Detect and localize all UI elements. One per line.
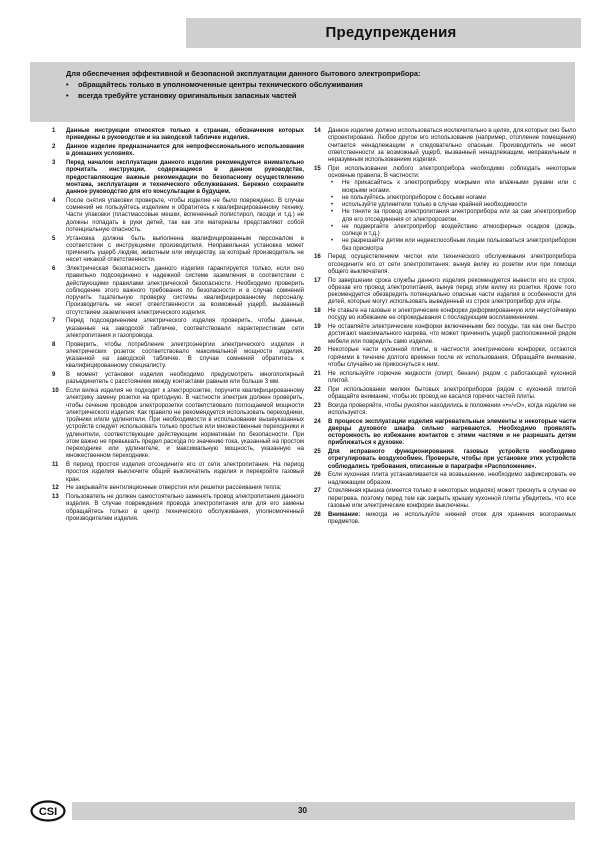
item-text: Не используйте горючие жидкости (спирт, бензин) рядом с работающей кухонной плитой.	[328, 370, 576, 384]
item-text-block	[66, 494, 304, 523]
warning-item	[314, 254, 576, 276]
item-text: Проверить, чтобы потребление электроэнергии электрического изделия и электрических розеток соответствовало максимальной мощности изделия, указанной на заводской табличке. В случае сомнений обратитесь к квалифицированному специалисту.	[66, 341, 304, 370]
item-text: Данное изделие должно использоваться исключительно в целях, для которых оно было спроектировано. Любое другое его использование (например, отопление помещения) считается ненадлежащим и следовательно опасным. Производитель не несет ответственности за возможный ущерб, вызванный ненадлежащим, неправильным и неразумным использованием изделия.	[328, 128, 576, 163]
item-text: Перед началом эксплуатации данного изделия рекомендуется внимательно прочитать инструкции, содержащиеся в данном руководстве, предоставляющие важные рекомендации по безопасному осуществлению монтажа, эксплуатации и технического обслуживания. Бережно сохраните данное руководство для его консультации в будущем.	[66, 160, 304, 195]
item-number: 24	[314, 418, 321, 425]
item-text-block	[66, 342, 304, 371]
item-text: Стеклянная крышка (имеется только в некоторых моделях) может треснуть в случае ее перегрева, поэтому перед тем как закрыть крышку кухонной плиты убедитесь, что все газовые или электрические конфорки выключены.	[328, 488, 576, 509]
intro-lead: Для обеспечения эффективной и безопасной эксплуатации данного бытового электроприбора:	[66, 69, 421, 78]
warning-item	[52, 388, 304, 461]
intro-box	[30, 62, 575, 122]
warning-item	[52, 236, 304, 265]
warning-item	[52, 160, 304, 196]
item-number: 1	[52, 128, 56, 134]
sub-list	[328, 180, 576, 253]
sub-list-item: • Не тяните за провод электропитания электроприбора или за сам электроприбор для его отсоединения от электророзетки.	[328, 209, 576, 224]
warning-item	[52, 198, 304, 234]
item-number: 14	[314, 128, 321, 134]
item-text-block	[66, 266, 304, 317]
item-text: Некоторые части кухонной плиты, в частности электрические конфорки, остаются горячими в течение долгого времени после их использования. Обращайте внимание, чтобы случайно не прикоснуться к ним.	[328, 347, 576, 368]
item-number: 23	[314, 402, 321, 409]
item-number: 25	[314, 449, 321, 455]
item-text: При использовании любого электроприбора необходимо соблюдать некоторые основные правила. В частности:	[328, 165, 576, 179]
item-number: 7	[52, 318, 56, 325]
item-lead: Внимание:	[328, 511, 361, 518]
bullet-icon: •	[66, 80, 69, 89]
item-text-block	[66, 318, 304, 340]
item-text-block	[328, 419, 576, 448]
item-text-block	[66, 462, 304, 484]
item-number: 15	[314, 165, 321, 172]
item-number: 22	[314, 386, 321, 393]
item-text: Всегда проверяйте, чтобы рукоятки находились в положении «•»/«O», когда изделие не используется.	[328, 402, 576, 416]
warning-item	[314, 512, 576, 527]
item-text: Данные инструкции относятся только к странам, обозначения которых приведены в руководстве и на заводской табличке изделия.	[66, 128, 304, 142]
svg-text:CSI: CSI	[38, 806, 58, 818]
item-text-block	[328, 403, 576, 418]
item-number: 27	[314, 488, 321, 495]
item-number: 11	[52, 462, 59, 468]
item-text: Не закрывайте вентиляционные отверстия или решетки рассеивания тепла;	[66, 485, 282, 492]
left-column	[52, 128, 304, 525]
page-number: 30	[298, 806, 307, 815]
csi-logo	[30, 800, 66, 822]
sub-list-item: • Не прикасайтесь к электроприбору мокрыми или влажными руками или с мокрыми ногами.	[328, 180, 576, 195]
warning-item	[52, 144, 304, 159]
item-text: В период простоя изделия отсоедините его от сети электропитания. На период простоя изделия выключите общий выключатель изделия и перекройте газовый кран.	[66, 462, 304, 483]
item-text: Пользователь не должен самостоятельно заменять провод электропитания данного изделия. В случае повреждения провода электропитания или для его замены обращайтесь только в центр технического обслуживания, уполномоченный производителем изделия.	[66, 494, 304, 522]
sub-list-item: • используйте удлинители только в случае крайней необходимости	[328, 202, 576, 209]
page-title: Предупреждения	[325, 24, 457, 41]
item-number: 18	[314, 308, 321, 314]
item-number: 12	[52, 485, 59, 492]
warning-item	[52, 372, 304, 387]
warning-item	[52, 485, 304, 492]
warning-item	[314, 472, 576, 487]
item-text-block	[328, 347, 576, 369]
warning-item	[314, 449, 576, 471]
item-text-block	[66, 388, 304, 461]
item-text: Электрическая безопасность данного изделия гарантируется только, если оно правильно подсоединено к надежной системе заземления в соответствии с действующими правилами электрической безопасности. Необходимо проверить соблюдение этого важного требования по безопасности и в случае сомнений поручить тщательную проверку системы квалифицированному персоналу. Производитель не несет ответственности за возможный ущерб, вызванный отсутствием заземления электрического изделия.	[66, 266, 304, 316]
footer-bar	[72, 802, 575, 820]
item-text: Данное изделие предназначается для непрофессионального использования в домашних условиях.	[66, 144, 304, 158]
warning-item	[314, 347, 576, 369]
item-text-block	[328, 488, 576, 510]
warning-item	[314, 278, 576, 307]
item-number: 2	[52, 144, 56, 150]
warning-item	[52, 318, 304, 340]
item-text-block	[328, 166, 576, 181]
item-number: 17	[314, 277, 321, 284]
item-text-block	[328, 512, 576, 527]
item-number: 19	[314, 324, 321, 330]
item-number: 21	[314, 370, 321, 377]
item-text: В момент установки изделия необходимо предусмотреть многополярный разъединитель с расстоянием между контактами равным или больше 3 мм.	[66, 372, 304, 386]
item-text: Если вилка изделия не подходит к электророзетке, поручите квалифицированному электрику замену розетки на пригодную. В частности электрик должен проверить, чтобы сечение проводов электророзетки соответствовало поглощаемой мощности электрического изделия. Как правило не рекомендуется использовать переходники, тройники и/или удлинители. При необходимости в использовании вышеуказанных устройств следует использовать только простые или множественные переходники и удлинители, соответствующие действующим нормативам по безопасности. При этом важно не превышать предел расхода по значению тока, указанный на простом переходнике или удлинителе, и максимальную мощность, указанную на множественном переходнике.	[66, 388, 304, 460]
warning-item	[314, 128, 576, 164]
warning-item	[314, 166, 576, 253]
title-bar	[186, 18, 581, 48]
item-text-block	[66, 128, 304, 143]
item-number: 4	[52, 197, 56, 204]
item-text: Перед подсоединением электрического изделия проверить, чтобы данные, указанные на заводской табличке, соответствовали характеристикам сети электропитания и газопровода.	[66, 318, 304, 339]
sub-list-item: • не подвергайте электроприбор воздействию атмосферных осадков (дождь, солнце и т.д.)	[328, 224, 576, 239]
item-number: 8	[52, 341, 56, 348]
item-text: Не ставьте на газовые и электрические конфорки деформированную или неустойчивую посуду во избежание ее опрокидывания с последующим воспламенением.	[328, 308, 576, 322]
bullet-icon: •	[66, 91, 69, 100]
sub-list-item: • не разрешайте детям или недееспособным лицам пользоваться электроприбором без присмотра	[328, 238, 576, 253]
warning-item	[314, 488, 576, 510]
item-text: По завершении срока службы данного изделия рекомендуется вывести его из строя, обрезав его провод электропитания, вынув перед этим вилку из розетки. Кроме того рекомендуется обезвредить потенциально опасные части изделия в особенности для детей, которые могут использовать выведенный из строя электроприбор для игры.	[328, 277, 576, 306]
item-text-block	[66, 160, 304, 196]
item-text-block	[66, 198, 304, 234]
item-number: 28	[314, 511, 321, 518]
item-text: Если кухонная плита устанавливается на возвышение, необходимо зафиксировать ее надлежащим образом.	[328, 472, 576, 486]
item-number: 26	[314, 472, 321, 479]
item-number: 6	[52, 266, 56, 272]
item-text: Не оставляйте электрические конфорки включенными без посуды, так как они быстро достигают максимального нагрева, что может причинить ущерб расположенной рядом мебели или повредить само изделие.	[328, 324, 576, 345]
item-number: 20	[314, 347, 321, 354]
intro-bullet: • всегда требуйте установку оригинальных запасных частей	[66, 91, 297, 100]
item-text-block	[328, 387, 576, 402]
item-text: Установка должна быть выполнена квалифицированным персоналом в соответствии с инструкциями производителя. Неправильная установка может причинить ущерб людям, животным или имуществу, за который производитель не несет никакой ответственности.	[66, 235, 304, 264]
item-text-block	[328, 254, 576, 276]
item-text-block	[328, 278, 576, 307]
item-text-block	[328, 128, 576, 164]
item-number: 13	[52, 494, 59, 500]
warning-item	[52, 128, 304, 143]
item-text: При использовании мелких бытовых электроприборов рядом с кухонной плитой обращайте внимание, чтобы их провод не касался горячих частей плиты.	[328, 386, 576, 400]
item-text: После снятия упаковки проверьте, чтобы изделие не было повреждено. В случае сомнений не пользуйтесь изделием и обратитесь к квалифицированному технику. Части упаковки (пластмассовые мешки, вспененный полистирол, гвозди и т.д.) не должны попадать в руки детей, так как эти материалы представляют собой потенциальную опасность.	[66, 197, 304, 233]
right-column	[314, 128, 576, 528]
item-text-block	[328, 371, 576, 386]
item-number: 5	[52, 235, 56, 242]
item-text: В процессе эксплуатации изделия нагревательные элементы и некоторые части дверцы духового шкафа сильно нагреваются. Необходимо проявлять осторожность во избежание контактов с этими частями и не разрешать детям приближаться к духовке.	[328, 418, 576, 447]
item-text-block	[66, 236, 304, 265]
warning-item	[52, 494, 304, 523]
item-number: 9	[52, 372, 56, 378]
warning-item	[314, 387, 576, 402]
item-number: 3	[52, 160, 56, 166]
intro-bullet: • обращайтесь только в уполномоченные центры технического обслуживания	[66, 80, 363, 89]
item-text: Для исправного функционирования газовых устройств необходимо отрегулировать воздухообмен. Проверьте, чтобы при установке этих устройств соблюдались требования, описанные в параграфе «Расположение».	[328, 449, 576, 470]
item-number: 10	[52, 388, 59, 394]
item-text-block	[66, 372, 304, 387]
warning-item	[52, 342, 304, 371]
item-text-block	[328, 449, 576, 471]
item-number: 16	[314, 254, 321, 261]
item-text-block	[328, 472, 576, 487]
sub-list-item: • не пользуйтесь электроприбором с босыми ногами	[328, 195, 576, 202]
item-text-block	[66, 144, 304, 159]
warning-item	[52, 462, 304, 484]
warning-item	[314, 403, 576, 418]
item-text: Перед осуществлением чистки или технического обслуживания электроприбора отсоедините его от сети электропитания, вынув вилку из розетки или при помощи общего выключателя.	[328, 254, 576, 275]
warning-item	[52, 266, 304, 317]
item-text: никогда не используйте нижний отсек для хранения возгораемых предметов.	[328, 511, 576, 525]
item-text-block	[66, 485, 304, 492]
warning-item	[314, 419, 576, 448]
warning-item	[314, 308, 576, 323]
warning-item	[314, 324, 576, 346]
warning-item	[314, 371, 576, 386]
item-text-block	[328, 324, 576, 346]
item-text-block	[328, 308, 576, 323]
